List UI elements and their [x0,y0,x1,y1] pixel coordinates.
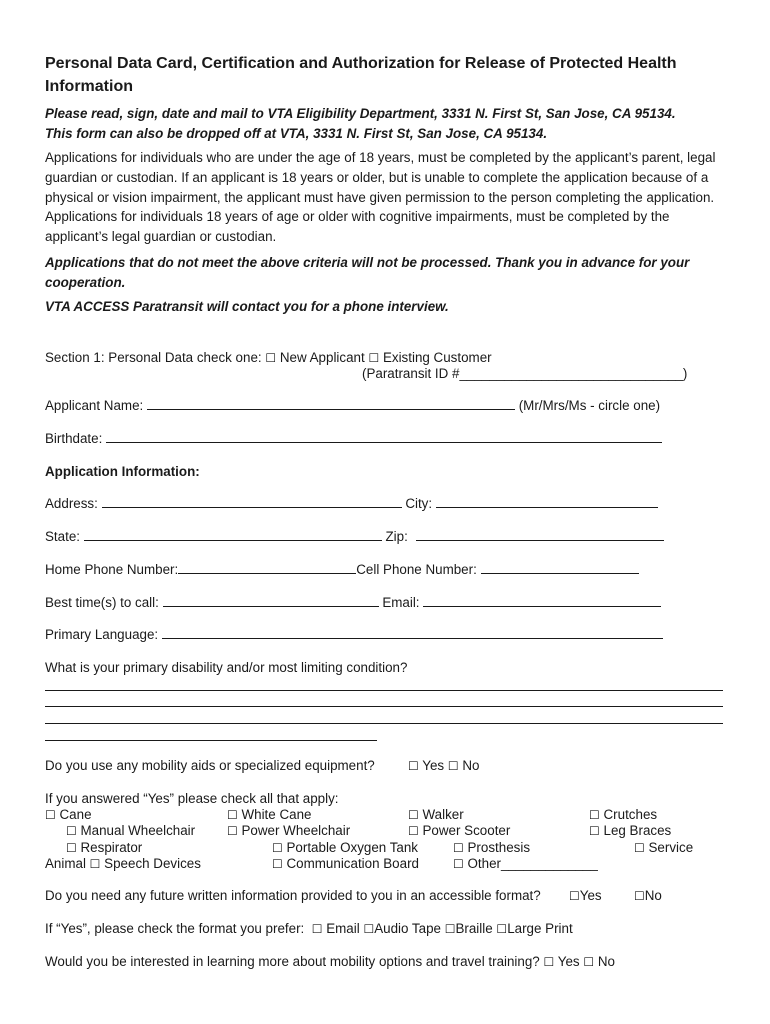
prosthesis-label: Prosthesis [467,840,531,855]
city-label: City: [405,496,433,511]
communication-board-checkbox[interactable]: ☐ [272,857,283,871]
accessible-format-question: Do you need any future written information provided to you in an accessible format? [45,888,541,903]
cane-checkbox[interactable]: ☐ [45,808,56,822]
state-row [45,529,664,544]
if-yes-instruction: If you answered “Yes” please check all that apply: [45,791,339,806]
primary-language-label: Primary Language: [45,627,159,642]
portable-oxygen-label: Portable Oxygen Tank [286,840,419,855]
aid-leg-braces [589,823,671,838]
aid-walker [408,807,464,822]
cell-phone-input[interactable] [481,562,639,574]
leg-braces-label: Leg Braces [603,823,672,838]
email-input[interactable] [423,595,661,607]
mobility-no-checkbox[interactable]: ☐ [447,759,459,773]
aid-manual-wheelchair [66,823,195,838]
address-input[interactable] [102,496,402,508]
form-title: Personal Data Card, Certification and Authorization for Release of Protected Health Information [45,55,677,95]
aid-power-wheelchair [227,823,350,838]
section1-row [45,350,492,365]
primary-language-input[interactable] [162,627,663,639]
home-phone-input[interactable] [178,562,356,574]
format-braille-checkbox[interactable]: ☐ [444,922,456,936]
accessible-no [634,888,662,903]
birthdate-row [45,431,662,446]
disability-question: What is your primary disability and/or most limiting condition? [45,660,408,675]
power-scooter-checkbox[interactable]: ☐ [408,824,419,838]
format-large-print-label: Large Print [507,921,573,936]
address-row [45,496,658,511]
applicant-name-row [45,398,660,413]
manual-wheelchair-label: Manual Wheelchair [80,823,196,838]
disability-answer-line-4[interactable] [45,740,377,741]
new-applicant-label: New Applicant [279,350,365,365]
service-label: Service [648,840,694,855]
cell-phone-label: Cell Phone Number: [356,562,477,577]
email-label: Email: [382,595,420,610]
applicant-name-input[interactable] [147,398,515,410]
service-animal-checkbox[interactable]: ☐ [634,841,645,855]
mobility-no-label: No [462,758,480,773]
aid-respirator [66,840,142,855]
format-large-print-checkbox[interactable]: ☐ [496,922,508,936]
power-wheelchair-label: Power Wheelchair [241,823,351,838]
disability-answer-line-3[interactable] [45,723,723,724]
birthdate-label: Birthdate: [45,431,103,446]
cane-label: Cane [59,807,92,822]
mobility-yes-label: Yes [422,758,445,773]
instruction-line-2: This form can also be dropped off at VTA, 3331 N. First St, San Jose, CA 95134. [45,126,548,141]
white-cane-label: White Cane [241,807,312,822]
disability-answer-line-1[interactable] [45,690,723,691]
travel-no-label: No [597,954,615,969]
aid-cane [45,807,92,822]
travel-yes-label: Yes [557,954,580,969]
accessible-no-label: No [644,888,662,903]
aid-communication-board [272,856,419,871]
city-input[interactable] [436,496,658,508]
leg-braces-checkbox[interactable]: ☐ [589,824,600,838]
portable-oxygen-checkbox[interactable]: ☐ [272,841,283,855]
aid-animal-speech [45,856,201,871]
other-checkbox[interactable]: ☐ [453,857,464,871]
birthdate-input[interactable] [106,431,662,443]
communication-board-label: Communication Board [286,856,419,871]
aid-portable-oxygen [272,840,418,855]
aid-service [634,840,693,855]
instruction-line-1: Please read, sign, date and mail to VTA Eligibility Department, 3331 N. First St, San Jose, CA 95134. [45,106,676,121]
travel-no-checkbox[interactable]: ☐ [583,955,595,969]
aid-prosthesis [453,840,530,855]
crutches-checkbox[interactable]: ☐ [589,808,600,822]
existing-customer-label: Existing Customer [382,350,492,365]
address-label: Address: [45,496,98,511]
power-wheelchair-checkbox[interactable]: ☐ [227,824,238,838]
animal-label: Animal [45,856,86,871]
best-time-label: Best time(s) to call: [45,595,159,610]
power-scooter-label: Power Scooter [422,823,511,838]
existing-customer-checkbox[interactable]: ☐ [368,351,380,365]
mobility-question: Do you use any mobility aids or specialized equipment? [45,758,375,773]
format-braille-label: Braille [455,921,493,936]
state-label: State: [45,529,80,544]
format-audio-label: Audio Tape [374,921,441,936]
accessible-yes-label: Yes [579,888,602,903]
accessible-yes [569,888,602,903]
aid-power-scooter [408,823,510,838]
format-preference-row [45,921,573,936]
aid-other [453,856,598,871]
format-audio-checkbox[interactable]: ☐ [363,922,375,936]
section1-label: Section 1: Personal Data check one: [45,350,262,365]
intro-paragraph: Applications for individuals who are under the age of 18 years, must be completed by the applicant’s parent, legal guardian or custodian. If an applicant is 18 years or older, but is unable to complete the application because of a physical or vision impairment, the applicant must have given permission to the person completing the application. Applications for individuals 18 years of age or older with cognitive impairments, must be completed by the applicant’s legal guardian or custodian. [45,150,716,245]
aid-crutches [589,807,657,822]
other-label[interactable]: Other_____________ [467,856,598,871]
travel-yes-checkbox[interactable]: ☐ [543,955,555,969]
phone-row [45,562,639,577]
best-time-row [45,595,661,610]
mobility-yes-no [408,758,479,773]
zip-input[interactable] [416,529,664,541]
phone-interview-notice: VTA ACCESS Paratransit will contact you for a phone interview. [45,299,449,314]
zip-label: Zip: [385,529,408,544]
white-cane-checkbox[interactable]: ☐ [227,808,238,822]
walker-checkbox[interactable]: ☐ [408,808,419,822]
travel-training-row [45,954,615,969]
application-info-heading: Application Information: [45,464,200,479]
speech-devices-checkbox[interactable]: ☐ [89,857,101,871]
mobility-yes-checkbox[interactable]: ☐ [408,759,419,773]
name-title-options: (Mr/Mrs/Ms - circle one) [518,398,661,413]
aid-white-cane [227,807,311,822]
travel-training-question: Would you be interested in learning more about mobility options and travel training? [45,954,540,969]
primary-language-row [45,627,663,642]
walker-label: Walker [422,807,464,822]
accessible-yes-checkbox[interactable]: ☐ [569,889,580,903]
state-input[interactable] [84,529,382,541]
applicant-name-label: Applicant Name: [45,398,144,413]
speech-devices-label: Speech Devices [104,856,201,871]
format-preference-label: If “Yes”, please check the format you prefer: [45,921,305,936]
format-email-label: Email [326,921,360,936]
new-applicant-checkbox[interactable]: ☐ [265,351,277,365]
accessible-no-checkbox[interactable]: ☐ [634,889,645,903]
paratransit-id-field[interactable]: (Paratransit ID #______________________________) [362,366,688,381]
best-time-input[interactable] [163,595,379,607]
crutches-label: Crutches [603,807,658,822]
format-email-checkbox[interactable]: ☐ [311,922,323,936]
respirator-label: Respirator [80,840,143,855]
criteria-notice: Applications that do not meet the above criteria will not be processed. Thank you in advance for your cooperation. [45,255,690,290]
home-phone-label: Home Phone Number: [45,562,179,577]
respirator-checkbox[interactable]: ☐ [66,841,77,855]
manual-wheelchair-checkbox[interactable]: ☐ [66,824,77,838]
prosthesis-checkbox[interactable]: ☐ [453,841,464,855]
disability-answer-line-2[interactable] [45,706,723,707]
